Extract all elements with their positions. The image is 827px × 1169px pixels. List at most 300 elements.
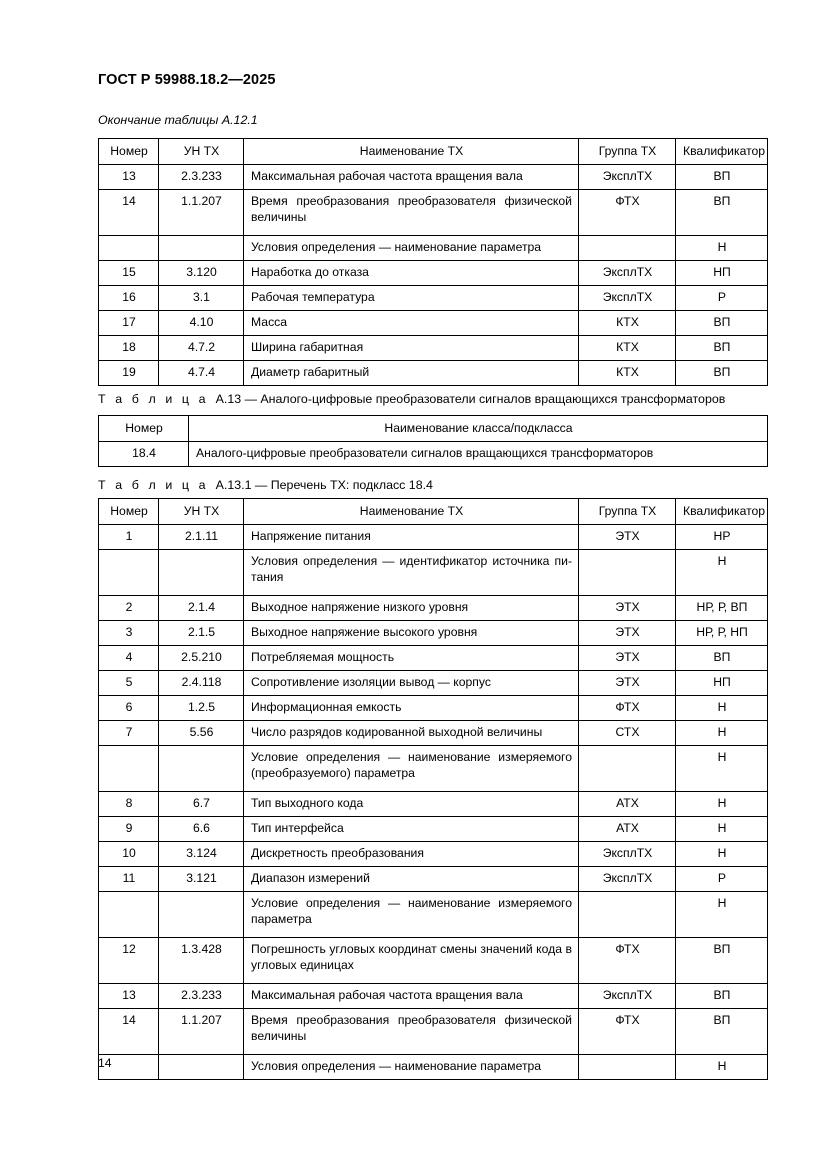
cell-number [99,938,159,984]
cell-un-tx [159,646,244,671]
table-row [99,550,768,596]
cell-name-tx-text: Условие определения — наименование измеряемого (преобразуемого) параметра [251,750,572,780]
table-row [99,236,768,261]
column-header-group-tx [579,139,676,165]
caption-table-a13-1-text: А.13.1 — Перечень ТХ: подкласс 18.4 [215,478,433,492]
cell-un-tx-text: 2.4.118 [181,675,222,690]
caption-table-a13-text: А.13 — Аналого-цифровые преобразователи сигналов вращающихся трансформаторов [215,392,726,406]
cell-qualifier [676,646,768,671]
cell-group-tx [579,892,676,938]
table-row [99,621,768,646]
cell-un-tx-text: 2.1.11 [185,529,218,544]
cell-name-tx [244,792,579,817]
cell-group-tx-text: СТХ [615,725,640,740]
cell-un-tx [159,550,244,596]
cell-number-text: 10 [122,846,136,861]
table-row [99,892,768,938]
table-header-row [99,416,768,442]
cell-number [99,596,159,621]
column-header-name-tx [244,499,579,525]
cell-group-tx [579,746,676,792]
cell-qualifier-text: ВП [713,942,731,957]
cell-group-tx-text [579,746,675,754]
cell-un-tx-text: 2.1.5 [187,625,216,640]
cell-qualifier-text: НР, Р, НП [696,625,748,640]
column-header-class-name [189,416,768,442]
cell-group-tx-text [579,550,675,558]
column-header-class-name-label: Наименование класса/подкласса [384,421,573,435]
cell-name-tx-text: Дискретность преобразования [251,846,424,861]
cell-un-tx [159,361,244,386]
cell-un-tx-text [159,746,243,754]
cell-un-tx [159,165,244,190]
cell-group-tx [579,842,676,867]
cell-number [99,817,159,842]
cell-qualifier-text: Р [717,290,727,305]
cell-group-tx-text: ФТХ [615,194,640,209]
cell-number-text: 19 [122,365,136,380]
table-a13 [98,415,768,467]
cell-name-tx-text: Время преобразования преобразователя физической величины [251,1013,572,1043]
cell-group-tx [579,361,676,386]
cell-qualifier-text: Н [717,700,727,715]
cell-group-tx [579,621,676,646]
table-row [99,311,768,336]
cell-group-tx-text: АТХ [616,796,639,811]
cell-un-tx [159,190,244,236]
column-header-group-tx-label: Группа ТХ [598,504,657,518]
cell-group-tx-text: ЭТХ [615,650,640,665]
cell-qualifier-text: НР [713,529,731,544]
cell-number-text: 18.4 [132,446,156,461]
cell-number-text: 3 [125,625,133,640]
cell-number-text: 15 [122,265,136,280]
column-header-name-tx [244,139,579,165]
cell-group-tx-text: ФТХ [615,700,640,715]
cell-group-tx-text: ЭксплТХ [602,871,653,886]
cell-group-tx-text: КТХ [616,315,639,330]
cell-qualifier [676,261,768,286]
table-row [99,746,768,792]
cell-name-tx [244,817,579,842]
cell-qualifier [676,311,768,336]
cell-group-tx-text: КТХ [616,340,639,355]
cell-number [99,261,159,286]
cell-un-tx-text: 3.124 [186,846,217,861]
cell-name-tx [244,696,579,721]
cell-group-tx-text: ЭТХ [615,625,640,640]
table-row [99,646,768,671]
cell-qualifier [676,842,768,867]
cell-group-tx-text: ФТХ [615,1013,640,1028]
cell-qualifier-text: ВП [713,194,731,209]
cell-name-tx [244,336,579,361]
cell-qualifier-text: Н [717,240,727,255]
cell-number [99,696,159,721]
cell-group-tx [579,696,676,721]
column-header-un-tx [159,499,244,525]
cell-group-tx [579,938,676,984]
cell-qualifier [676,721,768,746]
cell-name-tx-text: Условия определения — наименование параметра [251,1059,542,1074]
cell-qualifier [676,867,768,892]
cell-number [99,1009,159,1055]
cell-number [99,746,159,792]
cell-number-text: 4 [125,650,133,665]
cell-un-tx [159,671,244,696]
cell-group-tx-text: ЭксплТХ [602,290,653,305]
cell-number [99,892,159,938]
cell-number-text: 2 [125,600,133,615]
cell-group-tx [579,1009,676,1055]
cell-name-tx-text: Диаметр габаритный [251,365,370,380]
cell-name-tx-text: Условия определения — наименование параметра [251,240,542,255]
cell-name-tx-text: Информационная емкость [251,700,402,715]
column-header-qualifier-label: Квалификатор [683,144,766,158]
cell-number-text: 13 [122,169,136,184]
caption-table-a12-1-continuation: Окончание таблицы А.12.1 [98,113,258,127]
cell-un-tx-text: 1.1.207 [181,194,222,209]
cell-un-tx [159,1055,244,1080]
cell-group-tx [579,525,676,550]
cell-name-tx-text: Выходное напряжение низкого уровня [251,600,469,615]
cell-qualifier [676,792,768,817]
table-row [99,190,768,236]
table-row [99,336,768,361]
cell-name-tx-text: Условия определения — идентификатор источника питания [251,554,572,584]
cell-un-tx [159,696,244,721]
cell-qualifier [676,938,768,984]
cell-group-tx [579,1055,676,1080]
cell-class-name [189,442,768,467]
cell-group-tx-text: АТХ [616,821,639,836]
page-number: 14 [98,1056,112,1070]
table-row [99,721,768,746]
cell-un-tx-text: 6.6 [193,821,210,836]
cell-qualifier [676,1055,768,1080]
column-header-qualifier [676,139,768,165]
cell-group-tx [579,792,676,817]
cell-name-tx [244,867,579,892]
cell-group-tx [579,286,676,311]
cell-number-text [99,892,158,900]
cell-un-tx-text: 5.56 [189,725,214,740]
cell-group-tx-text: ЭксплТХ [602,988,653,1003]
cell-group-tx [579,165,676,190]
cell-number [99,236,159,261]
cell-un-tx-text: 1.2.5 [187,700,216,715]
column-header-name-tx-label: Наименование ТХ [359,144,464,158]
cell-number-text [99,236,158,244]
column-header-number [99,499,159,525]
cell-un-tx-text: 3.121 [186,871,217,886]
cell-qualifier-text: ВП [713,365,731,380]
cell-number [99,525,159,550]
cell-number-text: 16 [122,290,136,305]
cell-number-text: 13 [122,988,136,1003]
cell-group-tx-text: ЭксплТХ [602,169,653,184]
column-header-group-tx-label: Группа ТХ [598,144,657,158]
cell-number-text [99,746,158,754]
cell-number-text: 5 [125,675,133,690]
cell-name-tx-text: Диапазон измерений [251,871,370,886]
cell-name-tx-text: Напряжение питания [251,529,371,544]
cell-un-tx [159,721,244,746]
cell-group-tx [579,721,676,746]
cell-name-tx-text: Наработка до отказа [251,265,369,280]
standard-number-header: ГОСТ Р 59988.18.2—2025 [98,72,276,88]
cell-class-name-text: Аналого-цифровые преобразователи сигналов вращающихся трансформаторов [196,446,654,461]
cell-un-tx [159,817,244,842]
cell-name-tx [244,550,579,596]
cell-name-tx [244,621,579,646]
cell-qualifier [676,621,768,646]
cell-name-tx-text: Потребляемая мощность [251,650,395,665]
cell-group-tx [579,336,676,361]
cell-name-tx [244,286,579,311]
cell-group-tx [579,190,676,236]
cell-number [99,671,159,696]
cell-group-tx-text: КТХ [616,365,639,380]
cell-group-tx-text: ЭТХ [615,529,640,544]
cell-group-tx [579,236,676,261]
cell-qualifier-text: Н [717,896,727,911]
cell-un-tx [159,236,244,261]
cell-name-tx [244,1009,579,1055]
cell-number-text: 9 [125,821,133,836]
cell-un-tx-text: 3.120 [186,265,217,280]
table-row [99,984,768,1009]
cell-name-tx [244,190,579,236]
cell-name-tx-text: Максимальная рабочая частота вращения вала [251,169,523,184]
cell-group-tx [579,817,676,842]
table-row [99,361,768,386]
cell-name-tx [244,311,579,336]
cell-number-text: 12 [122,942,136,957]
cell-number [99,286,159,311]
cell-name-tx-text: Сопротивление изоляции вывод — корпус [251,675,491,690]
cell-number [99,550,159,596]
cell-number-text: 7 [125,725,133,740]
cell-number [99,621,159,646]
table-row [99,442,768,467]
cell-un-tx-text: 4.7.4 [187,365,216,380]
cell-group-tx-text: ЭТХ [615,600,640,615]
cell-qualifier [676,336,768,361]
table-row [99,525,768,550]
cell-un-tx [159,336,244,361]
cell-number [99,361,159,386]
cell-number [99,842,159,867]
cell-qualifier [676,817,768,842]
cell-name-tx [244,842,579,867]
column-header-un-tx [159,139,244,165]
table-row [99,165,768,190]
cell-group-tx [579,867,676,892]
cell-number-text: 14 [122,194,136,209]
cell-name-tx-text: Максимальная рабочая частота вращения вала [251,988,523,1003]
cell-qualifier-text: Н [717,725,727,740]
cell-un-tx-text [159,550,243,558]
cell-un-tx [159,792,244,817]
cell-number-text: 17 [122,315,136,330]
cell-qualifier [676,1009,768,1055]
table-body [99,165,768,386]
cell-qualifier-text: ВП [713,315,731,330]
cell-un-tx-text: 1.1.207 [181,1013,222,1028]
cell-number [99,442,189,467]
table-header-row [99,139,768,165]
column-header-number [99,139,159,165]
cell-group-tx-text: ФТХ [615,942,640,957]
caption-table-a13-1 [98,478,433,492]
caption-table-word: Т а б л и ц а [98,478,209,492]
cell-un-tx [159,746,244,792]
cell-number [99,721,159,746]
cell-name-tx [244,721,579,746]
cell-un-tx-text [159,1055,243,1063]
cell-un-tx [159,525,244,550]
cell-qualifier-text: ВП [713,650,731,665]
cell-number [99,867,159,892]
column-header-name-tx-label: Наименование ТХ [359,504,464,518]
cell-name-tx [244,596,579,621]
cell-name-tx [244,646,579,671]
cell-un-tx [159,596,244,621]
cell-qualifier [676,596,768,621]
cell-group-tx [579,646,676,671]
cell-number-text [99,550,158,558]
table-row [99,1009,768,1055]
cell-group-tx-text: ЭксплТХ [602,846,653,861]
table-row [99,671,768,696]
cell-qualifier-text: ВП [713,340,731,355]
caption-table-a13 [98,392,725,406]
cell-qualifier [676,984,768,1009]
table-row [99,596,768,621]
cell-name-tx [244,236,579,261]
column-header-un-tx-label: УН ТХ [183,504,220,518]
cell-number-text: 18 [122,340,136,355]
cell-qualifier [676,361,768,386]
cell-group-tx [579,261,676,286]
cell-group-tx-text: ЭксплТХ [602,265,653,280]
cell-un-tx [159,1009,244,1055]
cell-qualifier-text: НР, Р, ВП [696,600,748,615]
cell-qualifier [676,550,768,596]
cell-un-tx [159,938,244,984]
cell-group-tx-text [579,1055,675,1063]
column-header-qualifier [676,499,768,525]
cell-qualifier-text: Р [717,871,727,886]
cell-un-tx [159,311,244,336]
cell-number-text: 14 [122,1013,136,1028]
cell-un-tx [159,867,244,892]
cell-name-tx-text: Ширина габаритная [251,340,364,355]
cell-number [99,984,159,1009]
column-header-group-tx [579,499,676,525]
cell-name-tx [244,165,579,190]
table-body [99,442,768,467]
cell-qualifier-text: Н [717,750,727,765]
table-row [99,792,768,817]
cell-name-tx [244,746,579,792]
cell-un-tx [159,261,244,286]
cell-number [99,646,159,671]
table-row [99,938,768,984]
table-row [99,867,768,892]
cell-un-tx-text: 4.7.2 [187,340,216,355]
column-header-un-tx-label: УН ТХ [183,144,220,158]
cell-qualifier-text: ВП [713,988,731,1003]
cell-name-tx-text: Условие определения — наименование измеряемого параметра [251,896,572,926]
cell-name-tx [244,671,579,696]
table-a12-1-continuation [98,138,768,386]
cell-qualifier [676,190,768,236]
cell-number-text: 6 [125,700,133,715]
cell-group-tx [579,311,676,336]
cell-name-tx-text: Масса [251,315,288,330]
cell-number [99,336,159,361]
column-header-number [99,416,189,442]
cell-un-tx-text [159,892,243,900]
cell-qualifier [676,892,768,938]
cell-group-tx [579,984,676,1009]
cell-un-tx-text [159,236,243,244]
cell-group-tx-text [579,236,675,244]
cell-name-tx [244,938,579,984]
cell-un-tx-text: 3.1 [193,290,210,305]
cell-qualifier [676,165,768,190]
table-a13-1 [98,498,768,1080]
cell-number-text: 8 [125,796,133,811]
cell-name-tx-text: Число разрядов кодированной выходной величины [251,725,543,740]
cell-number [99,311,159,336]
cell-qualifier-text: Н [717,846,727,861]
column-header-number-label: Номер [110,144,148,158]
cell-qualifier-text: Н [717,821,727,836]
cell-un-tx-text: 2.3.233 [181,988,222,1003]
cell-un-tx [159,892,244,938]
cell-qualifier [676,671,768,696]
cell-name-tx [244,984,579,1009]
cell-number [99,190,159,236]
cell-name-tx [244,1055,579,1080]
cell-name-tx-text: Тип интерфейса [251,821,344,836]
cell-number-text: 1 [125,529,133,544]
cell-name-tx-text: Тип выходного кода [251,796,364,811]
cell-qualifier-text: НП [713,675,731,690]
cell-group-tx [579,671,676,696]
cell-qualifier-text: Н [717,1059,727,1074]
cell-un-tx-text: 2.1.4 [187,600,216,615]
table-row [99,817,768,842]
cell-qualifier-text: Н [717,554,727,569]
caption-table-word: Т а б л и ц а [98,392,209,406]
table-row [99,842,768,867]
cell-un-tx-text: 6.7 [193,796,210,811]
cell-name-tx [244,525,579,550]
cell-un-tx [159,842,244,867]
cell-qualifier [676,286,768,311]
table-row [99,1055,768,1080]
cell-group-tx-text: ЭТХ [615,675,640,690]
cell-un-tx-text: 4.10 [189,315,214,330]
column-header-qualifier-label: Квалификатор [683,504,766,518]
cell-number [99,165,159,190]
cell-un-tx [159,286,244,311]
cell-qualifier [676,525,768,550]
